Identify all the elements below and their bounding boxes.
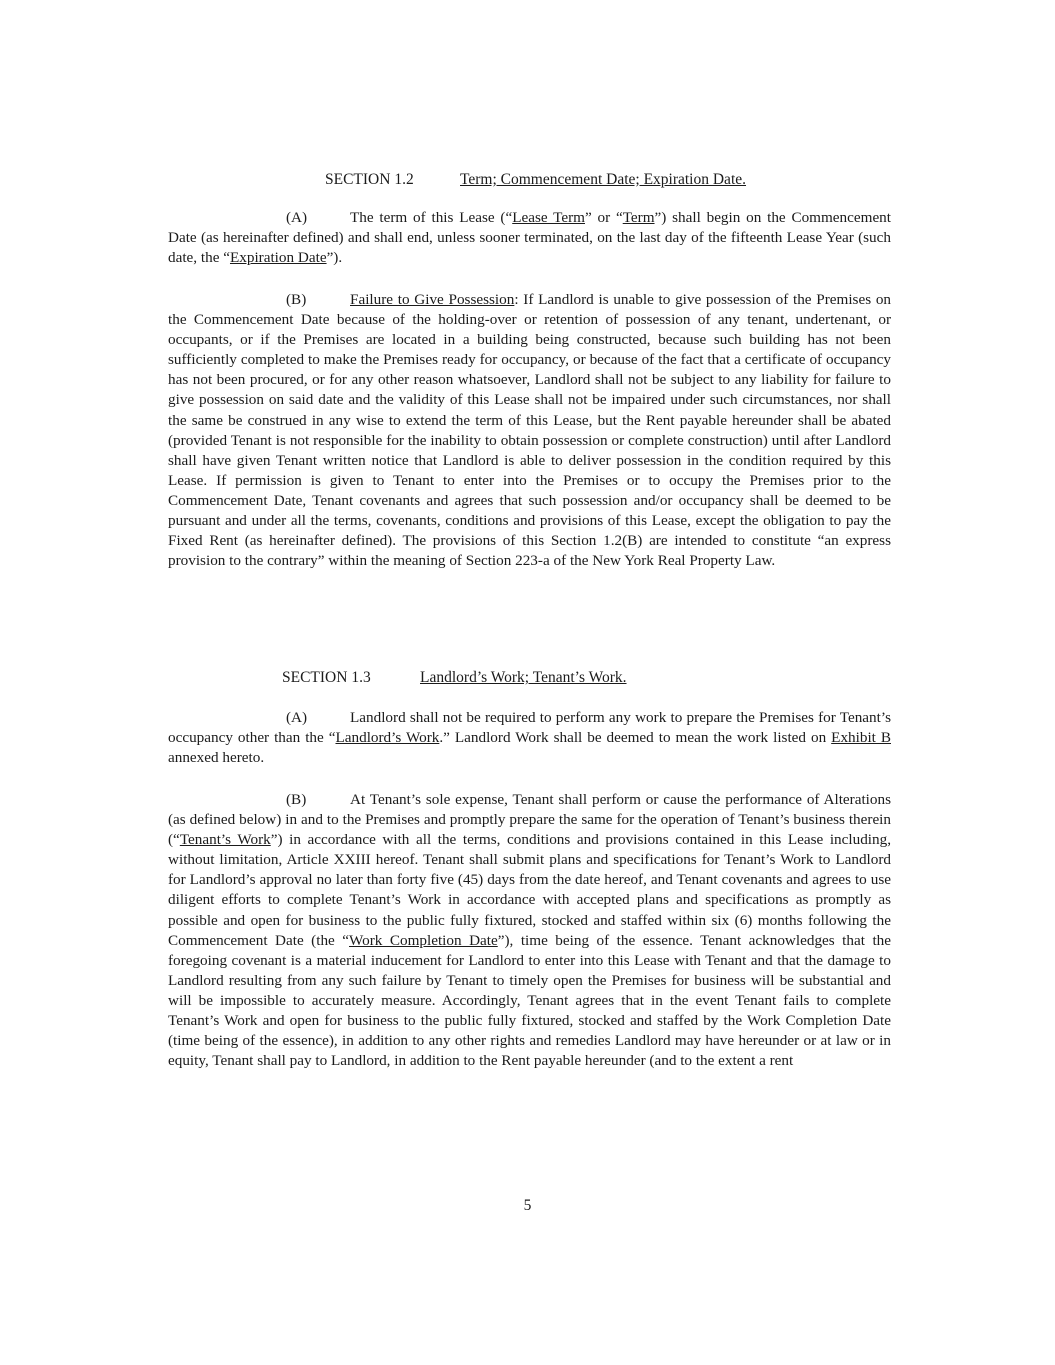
subsection-title: Failure to Give Possession	[350, 291, 515, 308]
defined-term: Lease Term	[512, 209, 585, 226]
section-1-2-heading	[325, 170, 746, 190]
defined-term: Landlord’s Work	[335, 729, 440, 747]
section-1-3-heading	[282, 668, 627, 688]
section-1-3-para-b: (B) At Tenant’s sole expense, Tenant shall perform or cause the performance of Alterations (as defined below) in and to the Premises and promptly prepare the same for the operation of Tenant’s business therein (“Tenant’s Work”) in accordance with all the terms, conditions and provisions contained in this Lease including, without limitation, Article XXIII hereof. Tenant shall submit plans and specifications for Tenant’s Work to Landlord for Landlord’s approval no later than forty five (45) days from the date hereof, and Tenant covenants and agrees to use diligent efforts to complete Tenant’s Work in accordance with accepted plans and specifications as promptly as possible and open for business to the public fully fixtured, stocked and staffed within six (6) months following the Commencement Date (the “Work Completion Date”), time being of the essence. Tenant acknowledges that the foregoing covenant is a material inducement for Landlord to enter into this Lease with Tenant and that the damage to Landlord resulting from any such failure by Tenant to timely open the Premises for business will be substantial and will be impossible to accurately measure. Accordingly, Tenant agrees that in the event Tenant fails to complete Tenant’s Work and open for business to the public fully fixtured, stocked and staffed by the Work Completion Date (time being of the essence), in addition to any other rights and remedies Landlord may have hereunder or at law or in equity, Tenant shall pay to Landlord, in addition to the Rent payable hereunder (and to the extent a rent	[168, 791, 891, 1070]
section-number: SECTION 1.3	[282, 669, 371, 686]
section-1-2-para-b: (B) Failure to Give Possession: If Landlord is unable to give possession of the Premises on the Commencement Date because of the holding-over or retention of possession of any tenant, undertenant, or occupants, or if the Premises are located in a building being constructed, because such building has not been sufficiently completed to make the Premises ready for occupancy, or because of the fact that a certificate of occupancy has not been procured, or for any other reason whatsoever, Landlord shall not be subject to any liability for failure to give possession on said date and the validity of this Lease shall not be impaired under such circumstances, nor shall the same be construed in any wise to extend the term of this Lease, but the Rent payable hereunder shall be abated (provided Tenant is not responsible for the inability to obtain possession or complete construction) until after Landlord shall have given Tenant written notice that Landlord is able to deliver possession in the condition required by this Lease. If permission is given to Tenant to enter into the Premises or to occupy the Premises prior to the Commencement Date, Tenant covenants and agrees that such possession and/or occupancy shall be deemed to be pursuant and under all the terms, covenants, conditions and provisions of this Lease, except the obligation to pay the Fixed Rent (as hereinafter defined). The provisions of this Section 1.2(B) are intended to constitute “an express provision to the contrary” within the meaning of Section 223-a of the New York Real Property Law.	[168, 291, 892, 570]
exhibit-reference: Exhibit B	[831, 729, 891, 747]
section-1-3-para-a: (A) Landlord shall not be required to perform any work to prepare the Premises for Tenant’s occupancy other than the “Landlord’s Work.” Landlord Work shall be deemed to mean the work listed on Exhibit B annexed hereto.	[168, 709, 891, 767]
defined-term: Term	[622, 209, 655, 226]
section-title: Landlord’s Work; Tenant’s Work.	[420, 669, 627, 686]
defined-term: Tenant’s Work	[179, 831, 271, 849]
para-label: (B)	[286, 791, 307, 808]
defined-term: Expiration Date	[229, 249, 327, 267]
section-1-2-para-a: (A) The term of this Lease (“Lease Term” or “Term”) shall begin on the Commencement Date (as hereinafter defined) and shall end, unless sooner terminated, on the last day of the fifteenth Lease Year (such date, the “Expiration Date”).	[168, 209, 891, 267]
para-label: (A)	[286, 209, 308, 226]
para-label: (B)	[286, 291, 307, 308]
defined-term: Work Completion Date	[349, 931, 498, 949]
section-number: SECTION 1.2	[325, 171, 414, 188]
page-number: 5	[523, 1197, 532, 1214]
section-title: Term; Commencement Date; Expiration Date.	[460, 171, 747, 188]
para-label: (A)	[286, 709, 308, 726]
